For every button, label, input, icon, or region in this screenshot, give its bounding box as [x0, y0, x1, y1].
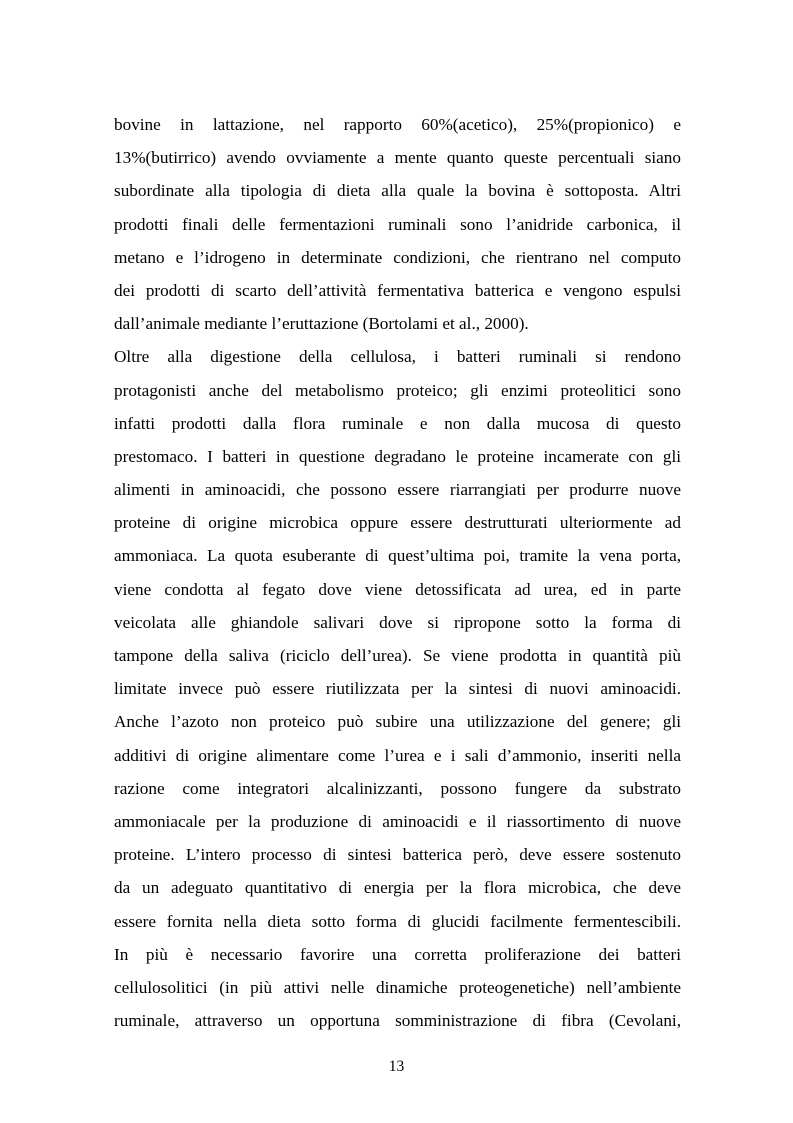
text-line: ammoniacale per la produzione di aminoacidi e il riassortimento di nuove — [114, 811, 681, 831]
text-line: ruminale, attraverso un opportuna somministrazione di fibra (Cevolani, — [114, 1011, 681, 1031]
text-line: Anche l’azoto non proteico può subire una utilizzazione del genere; gli — [114, 712, 681, 732]
text-line: essere fornita nella dieta sotto forma di glucidi facilmente fermentescibili. — [114, 911, 681, 931]
text-line: razione come integratori alcalinizzanti, possono fungere da substrato — [114, 778, 681, 798]
text-line: ammoniaca. La quota esuberante di quest’ultima poi, tramite la vena porta, — [114, 546, 681, 566]
body-text — [114, 108, 681, 1037]
text-line: additivi di origine alimentare come l’urea e i sali d’ammonio, inseriti nella — [114, 745, 681, 765]
text-line: dall’animale mediante l’eruttazione (Bortolami et al., 2000). — [114, 314, 529, 334]
page-number: 13 — [388, 1058, 405, 1075]
text-line: tampone della saliva (riciclo dell’urea). Se viene prodotta in quantità più — [114, 646, 681, 665]
text-line: cellulosolitici (in più attivi nelle dinamiche proteogenetiche) nell’ambiente — [114, 977, 681, 997]
text-line: infatti prodotti dalla flora ruminale e non dalla mucosa di questo — [114, 413, 681, 433]
text-line: veicolata alle ghiandole salivari dove si ripropone sotto la forma di — [114, 612, 681, 632]
text-line: limitate invece può essere riutilizzata per la sintesi di nuovi aminoacidi. — [114, 679, 681, 699]
text-line: da un adeguato quantitativo di energia per la flora microbica, che deve — [114, 878, 681, 898]
text-line: dei prodotti di scarto dell’attività fermentativa batterica e vengono espulsi — [114, 280, 681, 300]
text-line: subordinate alla tipologia di dieta alla quale la bovina è sottoposta. Altri — [114, 181, 681, 201]
text-line: bovine in lattazione, nel rapporto 60%(acetico), 25%(propionico) e — [114, 115, 681, 134]
text-line: Oltre alla digestione della cellulosa, i batteri ruminali si rendono — [114, 347, 681, 367]
text-line: alimenti in aminoacidi, che possono essere riarrangiati per produrre nuove — [114, 480, 681, 500]
text-line: protagonisti anche del metabolismo proteico; gli enzimi proteolitici sono — [114, 380, 681, 400]
text-line: prestomaco. I batteri in questione degradano le proteine incamerate con gli — [114, 446, 681, 466]
text-line: proteine. L’intero processo di sintesi batterica però, deve essere sostenuto — [114, 845, 681, 865]
text-line: metano e l’idrogeno in determinate condizioni, che rientrano nel computo — [114, 247, 681, 267]
text-line: 13%(butirrico) avendo ovviamente a mente quanto queste percentuali siano — [114, 148, 681, 168]
text-line: proteine di origine microbica oppure essere destrutturati ulteriormente ad — [114, 513, 681, 533]
text-line: In più è necessario favorire una corretta proliferazione dei batteri — [114, 944, 681, 964]
text-line: prodotti finali delle fermentazioni ruminali sono l’anidride carbonica, il — [114, 214, 681, 234]
text-line: viene condotta al fegato dove viene detossificata ad urea, ed in parte — [114, 579, 681, 599]
